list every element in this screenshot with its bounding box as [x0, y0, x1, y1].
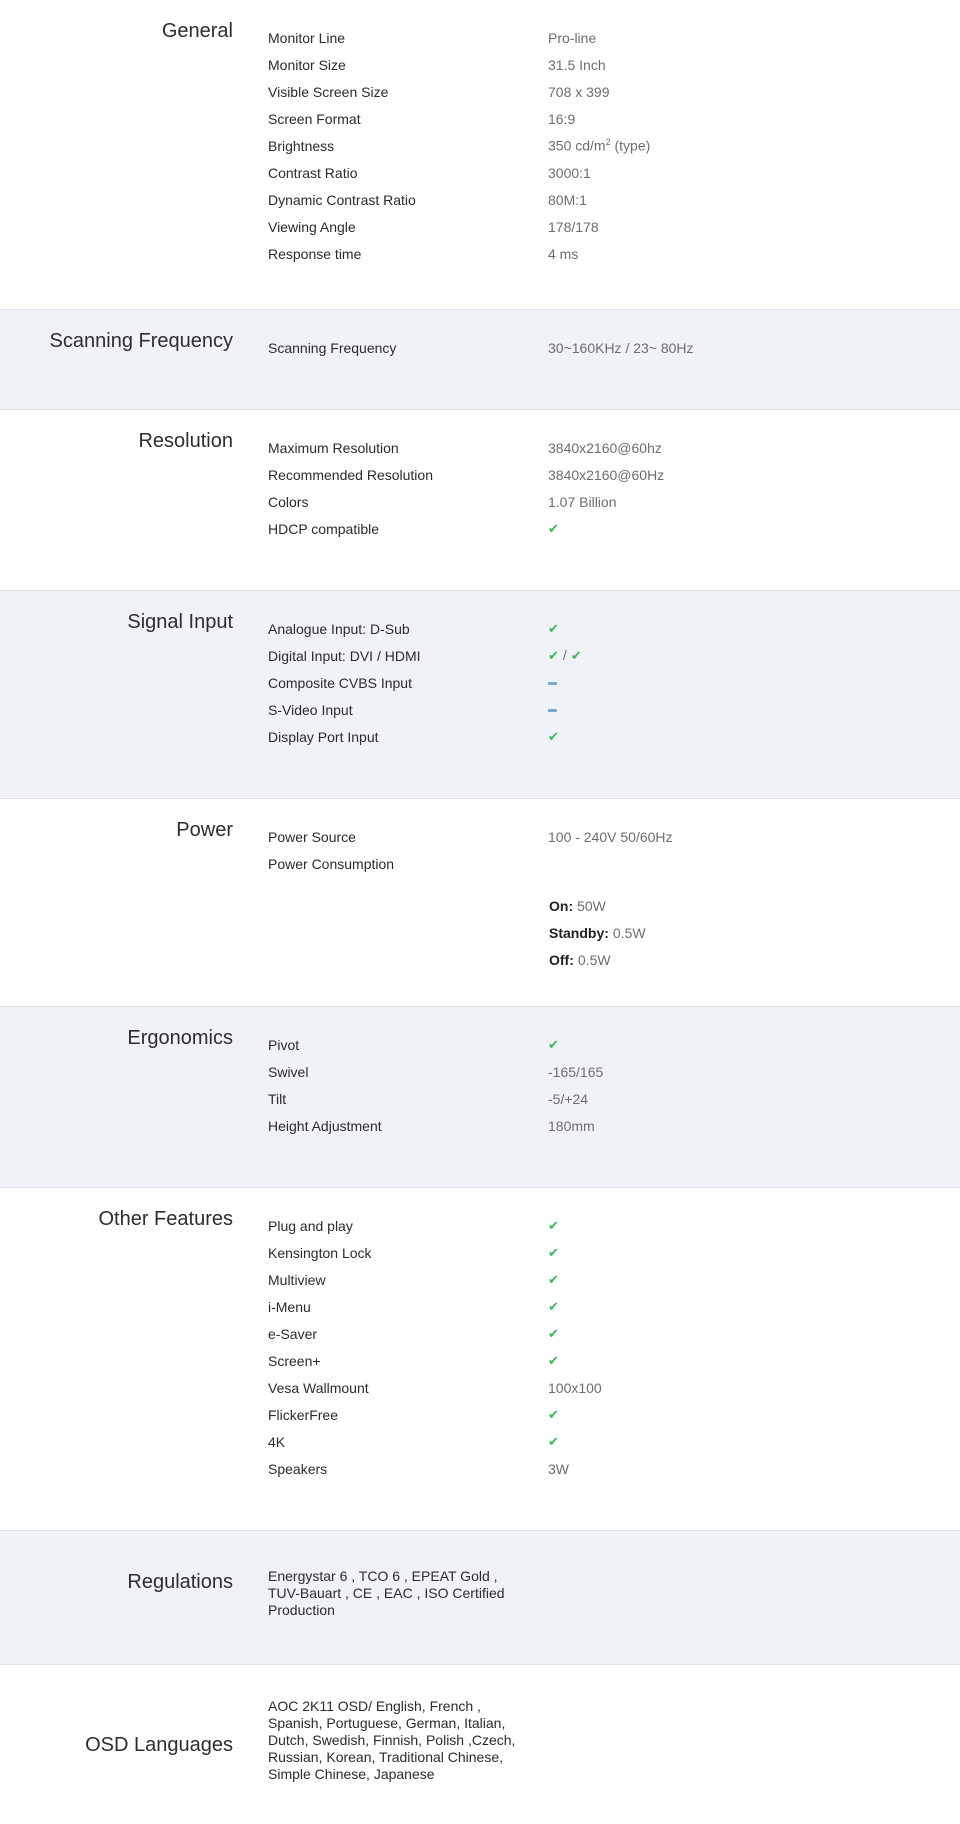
spec-value: 4 ms — [548, 245, 579, 262]
power-consumption-off — [549, 946, 646, 973]
spec-row-recommended-resolution — [268, 461, 664, 488]
spec-row-tilt — [268, 1085, 603, 1112]
spec-label: Analogue Input: D-Sub — [268, 620, 410, 637]
section-title: General — [161, 20, 233, 42]
power-consumption-values — [549, 892, 646, 973]
check-icon: ✔ — [548, 729, 559, 744]
spec-value: 178/178 — [548, 218, 599, 235]
spec-label: FlickerFree — [268, 1406, 339, 1423]
superscript: 2 — [605, 137, 611, 148]
spec-row-screen — [268, 1347, 602, 1374]
power-mode-label: Standby: — [549, 924, 609, 941]
section-resolution — [0, 410, 960, 591]
spec-row-flickerfree — [268, 1401, 602, 1428]
separator: / — [562, 647, 567, 663]
spec-rows — [268, 1212, 602, 1482]
section-power — [0, 799, 960, 1007]
dash-icon — [548, 682, 557, 685]
spec-label: HDCP compatible — [268, 520, 380, 537]
spec-label: i-Menu — [268, 1298, 311, 1315]
spec-value — [548, 1298, 559, 1315]
spec-row-speakers — [268, 1455, 602, 1482]
section-title: Regulations — [127, 1571, 233, 1593]
section-general — [0, 0, 960, 310]
spec-label: Recommended Resolution — [268, 466, 433, 483]
spec-row-colors — [268, 488, 664, 515]
spec-value — [548, 1244, 559, 1261]
spec-value-main: 350 cd/m — [548, 137, 606, 154]
spec-label: Speakers — [268, 1460, 328, 1477]
spec-label: Brightness — [268, 137, 335, 154]
section-regulations — [0, 1531, 960, 1665]
check-icon: ✔ — [548, 1353, 559, 1368]
section-title: Power — [176, 819, 233, 841]
spec-label: Monitor Line — [268, 29, 346, 46]
section-title: Resolution — [138, 430, 233, 452]
spec-value — [548, 1271, 559, 1288]
check-icon: ✔ — [548, 621, 559, 636]
spec-row-contrast-ratio — [268, 159, 650, 186]
power-mode-value: 0.5W — [577, 951, 611, 968]
spec-row-response-time — [268, 240, 650, 267]
spec-label: Pivot — [268, 1036, 300, 1053]
spec-value: 100x100 — [548, 1379, 602, 1396]
spec-value — [548, 1433, 559, 1450]
spec-value — [548, 675, 557, 691]
spec-row-swivel — [268, 1058, 603, 1085]
spec-row-4k — [268, 1428, 602, 1455]
power-mode-value: 0.5W — [612, 924, 646, 941]
spec-rows — [268, 615, 582, 750]
check-icon: ✔ — [548, 1218, 559, 1233]
spec-label: Kensington Lock — [268, 1244, 372, 1261]
spec-row-digital-input-dvi-hdmi — [268, 642, 582, 669]
power-consumption-on — [549, 892, 646, 919]
spec-row-s-video-input — [268, 696, 582, 723]
spec-rows — [268, 24, 650, 267]
power-consumption-standby — [549, 919, 646, 946]
spec-value — [548, 1406, 559, 1423]
spec-value: 3840x2160@60Hz — [548, 466, 665, 483]
spec-value — [548, 1036, 559, 1053]
regulations-text: Energystar 6 , TCO 6 , EPEAT Gold , TUV-Bauart , CE , EAC , ISO Certified Production — [268, 1568, 505, 1618]
spec-label: Height Adjustment — [268, 1117, 382, 1134]
spec-row-screen-format — [268, 105, 650, 132]
spec-value — [548, 1352, 559, 1369]
spec-row-composite-cvbs-input — [268, 669, 582, 696]
spec-value — [548, 647, 582, 664]
spec-rows — [268, 823, 673, 877]
check-icon: ✔ — [548, 521, 559, 536]
spec-rows — [268, 334, 694, 361]
spec-row-power-source — [268, 823, 673, 850]
spec-label: e-Saver — [268, 1325, 318, 1342]
spec-label: Monitor Size — [268, 56, 346, 73]
spec-label: Display Port Input — [268, 728, 379, 745]
spec-label: Response time — [268, 245, 362, 262]
spec-row-plug-and-play — [268, 1212, 602, 1239]
spec-rows — [268, 434, 664, 542]
dash-icon — [548, 709, 557, 712]
spec-value: 16:9 — [548, 110, 576, 127]
osd-languages-text: AOC 2K11 OSD/ English, French , Spanish, Portuguese, German, Italian, Dutch, Swedish, Finnish, Polish ,Czech, Russian, Korean, Traditional Chinese, Simple Chinese, Japanese — [268, 1698, 516, 1782]
spec-row-pivot — [268, 1031, 603, 1058]
spec-row-analogue-input-d-sub — [268, 615, 582, 642]
section-title: Signal Input — [127, 611, 233, 633]
spec-row-kensington-lock — [268, 1239, 602, 1266]
spec-row-viewing-angle — [268, 213, 650, 240]
section-signal-input — [0, 591, 960, 799]
spec-label: Digital Input: DVI / HDMI — [268, 647, 421, 664]
spec-value: 708 x 399 — [548, 83, 610, 100]
spec-label: Multiview — [268, 1271, 326, 1288]
spec-value: Pro-line — [548, 29, 597, 46]
spec-row-monitor-size — [268, 51, 650, 78]
check-icon: ✔ — [570, 648, 582, 663]
spec-value: 3000:1 — [548, 164, 591, 181]
spec-label: Composite CVBS Input — [268, 674, 412, 691]
spec-value: 80M:1 — [548, 191, 587, 208]
check-icon: ✔ — [548, 1272, 559, 1287]
check-icon: ✔ — [548, 1037, 559, 1052]
spec-row-power-consumption — [268, 850, 673, 877]
spec-label: Power Consumption — [268, 855, 395, 872]
spec-value: 100 - 240V 50/60Hz — [548, 828, 673, 845]
spec-value — [548, 702, 557, 718]
spec-value — [548, 1217, 559, 1234]
spec-label: Visible Screen Size — [268, 83, 389, 100]
spec-value — [548, 520, 559, 537]
spec-label: Colors — [268, 493, 309, 510]
spec-value: -5/+24 — [548, 1090, 589, 1107]
spec-label: S-Video Input — [268, 701, 353, 718]
spec-value — [548, 137, 650, 154]
check-icon: ✔ — [548, 1299, 559, 1314]
section-title: OSD Languages — [85, 1734, 233, 1756]
spec-row-brightness — [268, 132, 650, 159]
spec-value: 180mm — [548, 1117, 595, 1134]
power-mode-label: On: — [549, 897, 574, 914]
section-title: Other Features — [98, 1208, 233, 1230]
spec-row-display-port-input — [268, 723, 582, 750]
spec-rows — [268, 1031, 603, 1139]
spec-label: 4K — [268, 1433, 286, 1450]
spec-value: 30~160KHz / 23~ 80Hz — [548, 339, 694, 356]
check-icon: ✔ — [548, 1245, 559, 1260]
spec-value — [548, 1325, 559, 1342]
spec-row-hdcp-compatible — [268, 515, 664, 542]
spec-label: Scanning Frequency — [268, 339, 397, 356]
spec-value: 3840x2160@60hz — [548, 439, 662, 456]
spec-label: Maximum Resolution — [268, 439, 399, 456]
check-icon: ✔ — [548, 1407, 559, 1422]
section-title: Ergonomics — [127, 1027, 233, 1049]
spec-value-suffix: (type) — [610, 137, 651, 154]
spec-label: Plug and play — [268, 1217, 353, 1234]
spec-row-e-saver — [268, 1320, 602, 1347]
spec-label: Swivel — [268, 1063, 309, 1080]
spec-value: 31.5 Inch — [548, 56, 606, 73]
check-icon: ✔ — [548, 1434, 559, 1449]
spec-value: 1.07 Billion — [548, 493, 617, 510]
section-other-features — [0, 1188, 960, 1531]
section-ergonomics — [0, 1007, 960, 1188]
check-icon: ✔ — [548, 648, 559, 663]
spec-value — [548, 620, 559, 637]
spec-value: -165/165 — [548, 1063, 604, 1080]
spec-row-height-adjustment — [268, 1112, 603, 1139]
spec-label: Dynamic Contrast Ratio — [268, 191, 416, 208]
spec-row-i-menu — [268, 1293, 602, 1320]
power-mode-value: 50W — [577, 897, 606, 914]
section-title: Scanning Frequency — [49, 330, 233, 352]
check-icon: ✔ — [548, 1326, 559, 1341]
spec-label: Viewing Angle — [268, 218, 356, 235]
section-osd-languages — [0, 1665, 960, 1814]
spec-value: 3W — [548, 1460, 569, 1477]
spec-label: Contrast Ratio — [268, 164, 358, 181]
spec-label: Screen Format — [268, 110, 361, 127]
spec-value — [548, 728, 559, 745]
spec-label: Power Source — [268, 828, 356, 845]
spec-label: Vesa Wallmount — [268, 1379, 369, 1396]
spec-row-scanning-frequency — [268, 334, 694, 361]
section-scanning-frequency — [0, 310, 960, 410]
spec-row-dynamic-contrast-ratio — [268, 186, 650, 213]
spec-row-maximum-resolution — [268, 434, 664, 461]
spec-row-monitor-line — [268, 24, 650, 51]
spec-row-multiview — [268, 1266, 602, 1293]
spec-row-visible-screen-size — [268, 78, 650, 105]
spec-label: Tilt — [268, 1090, 287, 1107]
spec-label: Screen+ — [268, 1352, 321, 1369]
spec-row-vesa-wallmount — [268, 1374, 602, 1401]
power-mode-label: Off: — [549, 951, 574, 968]
